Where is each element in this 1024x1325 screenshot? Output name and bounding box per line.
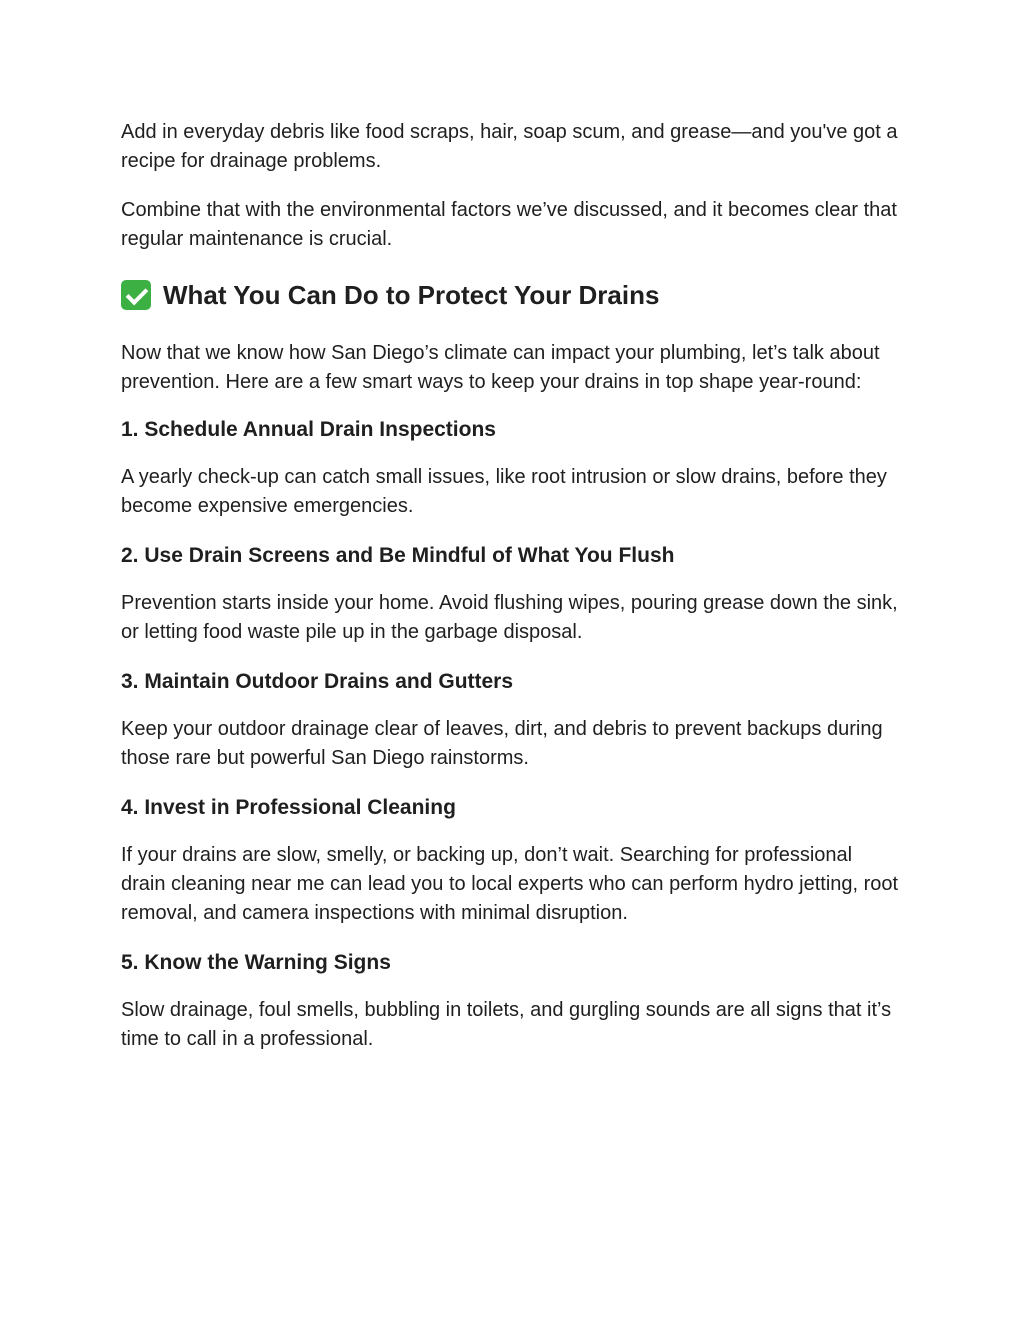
section-lead-paragraph: Now that we know how San Diego’s climate can impact your plumbing, let’s talk about prevention. Here are a few smart ways to keep your drains in top shape year-round:	[121, 342, 880, 393]
section-heading	[121, 278, 901, 312]
check-mark-icon	[121, 280, 151, 310]
step-5-title: 5. Know the Warning Signs	[121, 951, 391, 974]
intro-paragraph-2: Combine that with the environmental factors we’ve discussed, and it becomes clear that regular maintenance is crucial.	[121, 199, 897, 250]
step-4-title: 4. Invest in Professional Cleaning	[121, 796, 456, 819]
document-page	[121, 118, 901, 1075]
section-heading-text: What You Can Do to Protect Your Drains	[163, 280, 660, 310]
step-5-body: Slow drainage, foul smells, bubbling in toilets, and gurgling sounds are all signs that it’s time to call in a professional.	[121, 999, 892, 1050]
step-3-title: 3. Maintain Outdoor Drains and Gutters	[121, 670, 514, 693]
step-4-body: If your drains are slow, smelly, or backing up, don’t wait. Searching for professional drain cleaning near me can lead you to local experts who can perform hydro jetting, root removal, and camera inspections with minimal disruption.	[121, 844, 899, 924]
step-3-body: Keep your outdoor drainage clear of leaves, dirt, and debris to prevent backups during those rare but powerful San Diego rainstorms.	[121, 718, 883, 769]
step-1-body: A yearly check-up can catch small issues, like root intrusion or slow drains, before they become expensive emergencies.	[121, 466, 887, 517]
step-2-title: 2. Use Drain Screens and Be Mindful of What You Flush	[121, 544, 675, 567]
step-1-title: 1. Schedule Annual Drain Inspections	[121, 418, 496, 441]
intro-paragraph-1: Add in everyday debris like food scraps, hair, soap scum, and grease—and you've got a recipe for drainage problems.	[121, 121, 898, 172]
step-2-body: Prevention starts inside your home. Avoid flushing wipes, pouring grease down the sink, or letting food waste pile up in the garbage disposal.	[121, 592, 898, 643]
